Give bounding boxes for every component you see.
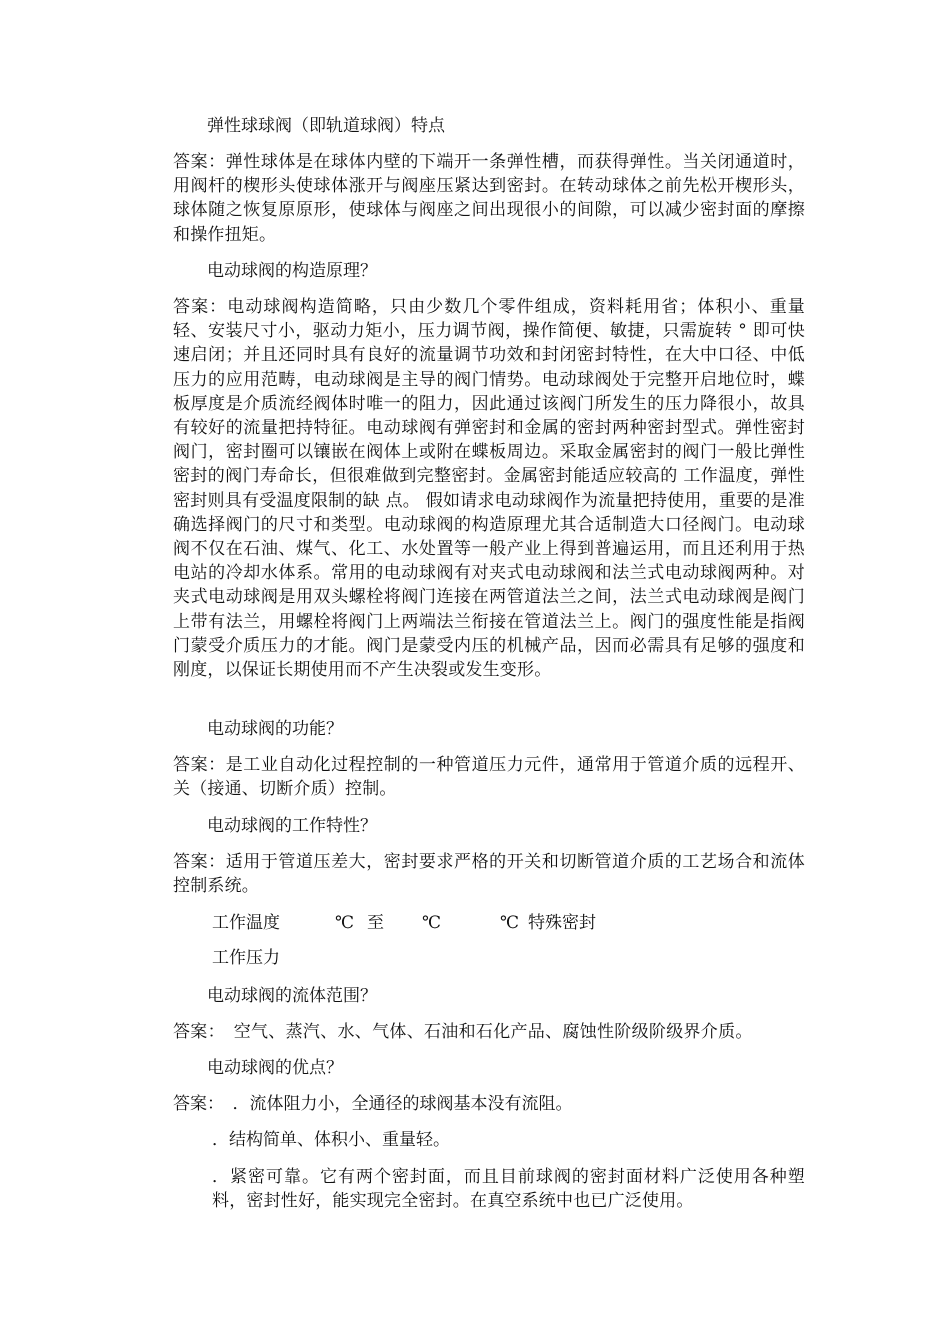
question-heading: 电动球阀的流体范围？ — [207, 986, 377, 1006]
question-heading: 电动球阀的构造原理？ — [207, 261, 377, 281]
advantage-item: 答案： ．流体阻力小，全通径的球阀基本没有流阻。 — [173, 1094, 573, 1114]
question-heading: 电动球阀的工作特性？ — [207, 816, 377, 836]
answer-paragraph: 答案：电动球阀构造简略，只由少数几个零件组成，资料耗用省；体积小、重量轻、安装尺寸小，驱动力矩小，压力调节阀，操作简便、敏捷，只需旋转 ° 即可快速启闭；并且还同时具有良好的流量调节功效和封闭密封特性，在大中口径、中低压力的应用范畴，电动球阀是主导的阀门情势。电动球阀处于完整开启地位时，蝶板厚度是介质流经阀体时唯一的阻力，因此通过该阀门所发生的压力降很小，故具有较好的流量把持特征。电动球阀有弹密封和金属的密封两种密封型式。弹性密封阀门，密封圈可以镶嵌在阀体上或附在蝶板周边。采取金属密封的阀门一般比弹性密封的阀门寿命长，但很难做到完整密封。金属密封能适应较高的 工作温度，弹性密封则具有受温度限制的缺 点。 假如请求电动球阀作为流量把持使用，重要的是准确选择阀门的尺寸和类型。电动球阀的构造原理尤其合适制造大口径阀门。电动球阀不仅在石油、煤气、化工、水处置等一般产业上得到普遍运用，而且还利用于热电站的冷却水体系。常用的电动球阀有对夹式电动球阀和法兰式电动球阀两种。对夹式电动球阀是用双头螺栓将阀门连接在两管道法兰之间，法兰式电动球阀是阀门上带有法兰，用螺栓将阀门上两端法兰衔接在管道法兰上。阀门的强度性能是指阀门蒙受介质压力的才能。阀门是蒙受内压的机械产品，因而必需具有足够的强度和刚度，以保证长期使用而不产生决裂或发生变形。 — [173, 297, 805, 681]
temp-to: 至 — [367, 913, 384, 933]
pressure-label: 工作压力 — [212, 948, 280, 968]
advantage-item: ．结构简单、体积小、重量轻。 — [212, 1130, 450, 1150]
answer-paragraph: 答案：弹性球体是在球体内壁的下端开一条弹性槽，而获得弹性。当关闭通道时，用阀杆的楔形头使球体涨开与阀座压紧达到密封。在转动球体之前先松开楔形头，球体随之恢复原原形，使球体与阀座之间出现很小的间隙，可以减少密封面的摩擦和操作扭矩。 — [173, 152, 805, 245]
answer-paragraph: 答案：适用于管道压差大，密封要求严格的开关和切断管道介质的工艺场合和流体控制系统。 — [173, 852, 805, 897]
temp-unit: ℃ — [422, 913, 442, 933]
question-heading: 电动球阀的功能？ — [207, 719, 343, 739]
answer-paragraph: 答案： 空气、蒸汽、水、气体、石油和石化产品、腐蚀性阶级阶级界介质。 — [173, 1022, 753, 1042]
temp-note: 特殊密封 — [528, 913, 596, 933]
question-heading: 电动球阀的优点？ — [207, 1058, 343, 1078]
advantage-item: ．紧密可靠。它有两个密封面，而且目前球阀的密封面材料广泛使用各种塑料，密封性好，能实现完全密封。在真空系统中也已广泛使用。 — [212, 1167, 805, 1212]
temp-label: 工作温度 — [212, 913, 280, 933]
question-heading: 弹性球球阀（即轨道球阀）特点 — [207, 116, 445, 136]
temp-unit: ℃ — [335, 913, 355, 933]
answer-paragraph: 答案：是工业自动化过程控制的一种管道压力元件，通常用于管道介质的远程开、关（接通、切断介质）控制。 — [173, 755, 805, 800]
temp-unit: ℃ — [500, 913, 520, 933]
